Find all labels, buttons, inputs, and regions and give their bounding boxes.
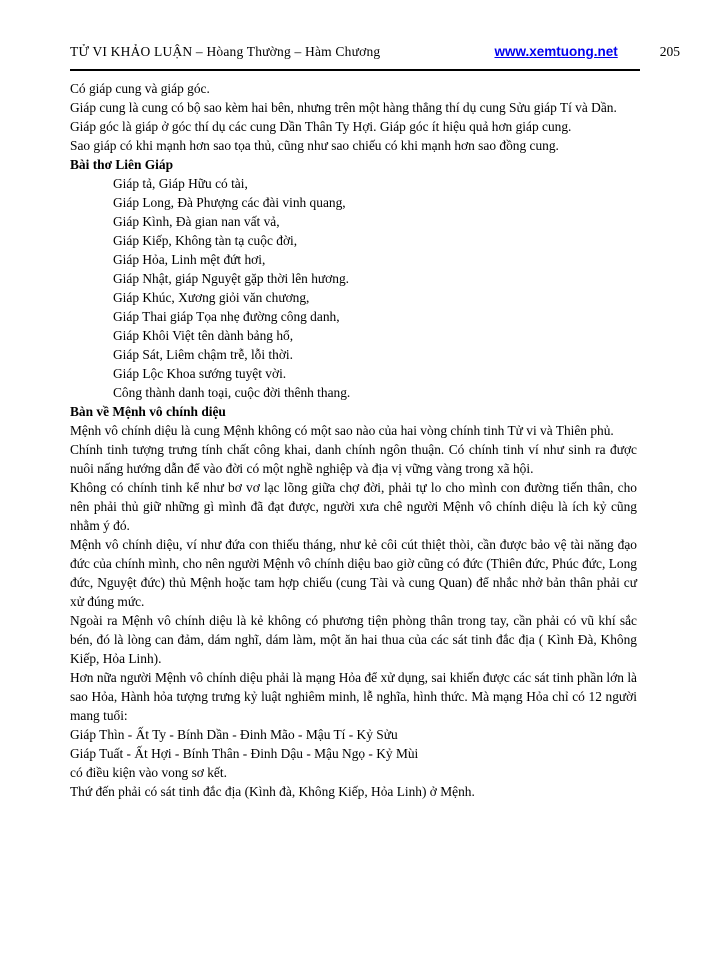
- poem-line: Giáp Hỏa, Linh mệt đứt hơi,: [113, 252, 266, 267]
- intro-paragraph: Giáp cung là cung có bộ sao kèm hai bên, nhưng trên một hàng thẳng thí dụ cung Sửu giáp Tí và Dần.: [70, 100, 617, 115]
- poem-line: Giáp Lộc Khoa sướng tuyệt vời.: [113, 366, 287, 381]
- poem-line: Giáp Thai giáp Tọa nhẹ đường công danh,: [113, 309, 340, 324]
- poem-title: Bài thơ Liên Giáp: [70, 157, 174, 172]
- section-title: Bàn về Mệnh vô chính diệu: [70, 404, 226, 419]
- header-divider-rule: [70, 69, 640, 71]
- header-website-link[interactable]: www.xemtuong.net: [494, 44, 618, 59]
- tuoi-line: Thứ đến phải có sát tinh đắc địa (Kình đà, Không Kiếp, Hỏa Linh) ở Mệnh.: [70, 784, 475, 799]
- poem-line: Giáp Kình, Đà gian nan vất vả,: [113, 214, 280, 229]
- tuoi-line: Giáp Thìn - Ất Ty - Bính Dần - Đinh Mão - Mậu Tí - Kỷ Sửu: [70, 727, 398, 742]
- section-paragraph: Không có chính tinh kể như bơ vơ lạc lõng giữa chợ đời, phải tự lo cho mình con đường tiến thân, cho nên phải thủ giữ những gì mình đã đạt được, người xưa chê người Mệnh vô chính diệu là ích kỷ cũng nhằm ý đó.: [70, 480, 637, 533]
- section-paragraph: Hơn nữa người Mệnh vô chính diệu phải là mạng Hỏa để xử dụng, sai khiến được các sát tinh phần lớn là sao Hỏa, Hành hỏa tượng trưng kỷ luật nghiêm minh, lễ nghĩa, hình thức. Mà mạng Hỏa chỉ có 12 người mang tuổi:: [70, 670, 637, 723]
- poem-line: Giáp Khúc, Xương giỏi văn chương,: [113, 290, 310, 305]
- intro-paragraph: Có giáp cung và giáp góc.: [70, 81, 210, 96]
- poem-line: Công thành danh toại, cuộc đời thênh thang.: [113, 385, 351, 400]
- poem-line: Giáp Khôi Việt tên dành bảng hổ,: [113, 328, 294, 343]
- section-paragraph: Ngoài ra Mệnh vô chính diệu là kẻ không có phương tiện phòng thân trong tay, cần phải có vũ khí sắc bén, đó là lòng can đảm, dám nghĩ, dám làm, một ăn hai thua của các sát tinh đắc địa ( Kình Đà, Không Kiếp, Hỏa Linh).: [70, 613, 637, 666]
- poem-line: Giáp Nhật, giáp Nguyệt gặp thời lên hương.: [113, 271, 349, 286]
- poem-line: Giáp Long, Đà Phượng các đài vinh quang,: [113, 195, 346, 210]
- tuoi-line: có điều kiện vào vong sơ kết.: [70, 765, 227, 780]
- poem-line: Giáp tả, Giáp Hữu có tài,: [113, 176, 248, 191]
- page-number: 205: [659, 44, 680, 59]
- intro-paragraph: Giáp góc là giáp ở góc thí dụ các cung Dần Thân Ty Hợi. Giáp góc ít hiệu quả hơn giáp cung.: [70, 119, 572, 134]
- page-body: [70, 79, 637, 801]
- poem-block: [70, 174, 637, 402]
- intro-paragraph: Sao giáp có khi mạnh hơn sao tọa thủ, cũng như sao chiếu có khi mạnh hơn sao đồng cung.: [70, 138, 559, 153]
- document-page: [0, 44, 705, 957]
- section-paragraph: Mệnh vô chính diệu là cung Mệnh không có một sao nào của hai vòng chính tinh Tử vi và Thiên phủ.: [70, 423, 614, 438]
- section-paragraph: Mệnh vô chính diệu, ví như đứa con thiếu tháng, như kẻ côi cút thiệt thòi, cần được bảo vệ tài năng đạo đức của chính mình, cho nên người Mệnh vô chính diệu bao giờ cũng có đức (Thiên đức, Phúc đức, Long đức, Nguyệt đức) thủ Mệnh hoặc tam hợp chiếu (cung Tài và cung Quan) để nhắc nhở bản thân phải cư xử đúng mức.: [70, 537, 637, 609]
- section-paragraph: Chính tinh tượng trưng tính chất công khai, danh chính ngôn thuận. Có chính tinh ví như sinh ra được nuôi nấng hướng dẫn để vào đời có một nghề nghiệp và địa vị vững vàng trong xã hội.: [70, 442, 637, 476]
- page-header: [70, 44, 680, 60]
- tuoi-line: Giáp Tuất - Ất Hợi - Bính Thân - Đinh Dậu - Mậu Ngọ - Kỷ Mùi: [70, 746, 419, 761]
- header-title: TỬ VI KHẢO LUẬN – Hòang Thường – Hàm Chương: [70, 44, 381, 59]
- poem-line: Giáp Sát, Liêm chậm trễ, lỗi thời.: [113, 347, 294, 362]
- poem-line: Giáp Kiếp, Không tàn tạ cuộc đời,: [113, 233, 298, 248]
